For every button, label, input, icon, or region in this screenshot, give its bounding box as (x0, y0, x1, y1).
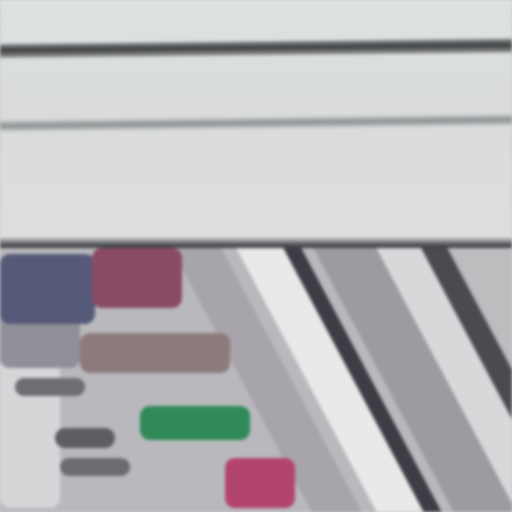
desktop-content-area (0, 248, 512, 512)
app-icon-green[interactable] (140, 406, 250, 440)
app-icon-muted[interactable] (80, 333, 230, 373)
app-icon-pink[interactable] (225, 458, 295, 508)
toolbar-divider (0, 114, 512, 132)
window-toolbar (0, 0, 512, 246)
app-label-blur (15, 378, 85, 396)
app-label-blur (60, 458, 130, 476)
app-icon-magenta[interactable] (92, 248, 182, 308)
app-icon-purple[interactable] (0, 254, 95, 324)
app-label-blur (55, 428, 115, 448)
toolbar-edge-top (0, 39, 512, 58)
